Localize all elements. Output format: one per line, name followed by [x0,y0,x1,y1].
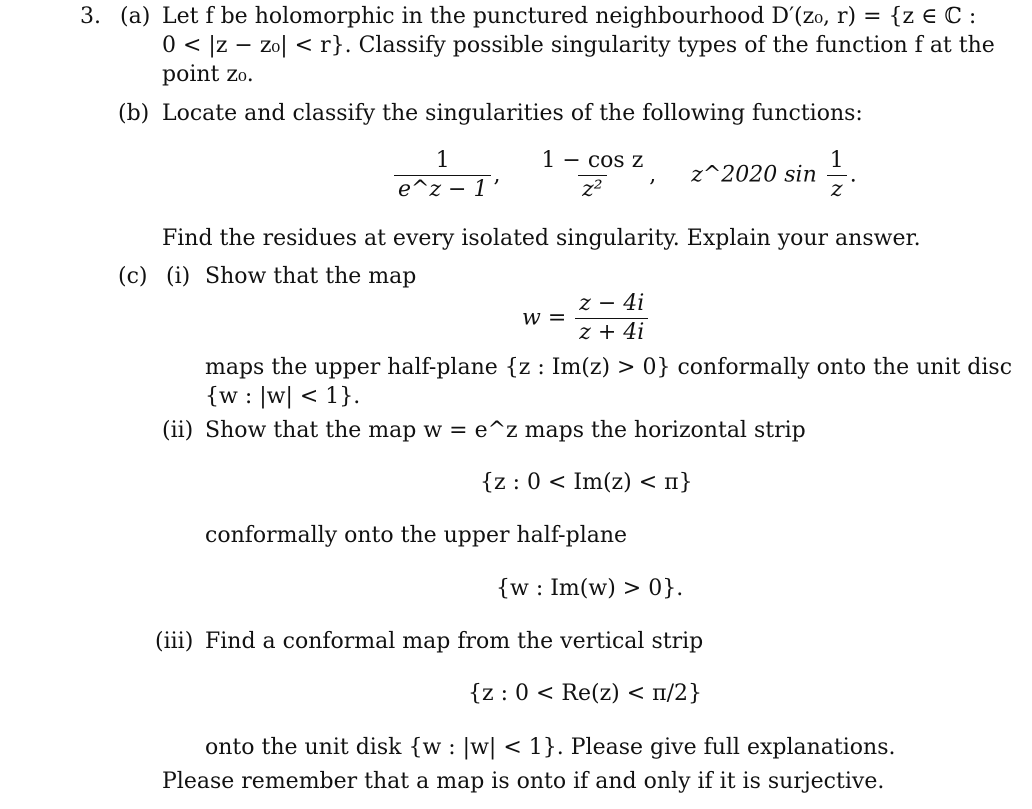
part-c-iii-label: (iii) [155,629,194,654]
part-c-iii-text: Find a conformal map from the vertical strip [205,629,704,654]
function-2: $\frac{\text{1 − cos z}}{\text{z²}}$ [541,148,644,202]
upper-half-plane: {w : Im(w) > 0}. [496,576,684,601]
part-a-line2: 0 < |z − z₀| < r}. Classify possible singularity types of the function f at the [162,33,995,58]
part-c-iii-onto: onto the unit disk {w : |w| < 1}. Please give full explanations. [205,735,896,760]
part-a-line1: Let f be holomorphic in the punctured neighbourhood D′(z₀, r) = {z ∈ ℂ : [162,4,977,29]
part-c-ii-label: (ii) [162,418,194,443]
horizontal-strip: {z : 0 < Im(z) < π} [480,470,693,495]
mobius-fraction: $\frac{z - 4i}{z + 4i}$ [575,293,648,344]
part-c-i-label: (i) [166,264,191,289]
mobius-map [522,293,650,344]
part-b-functions: $\frac{1}{e\^{}z - 1}$ , $\frac{\text{1 − cos z}}{\text{z²}}$ , z^2020 sin $\frac{1}{z}$ . [392,150,857,201]
vertical-strip: {z : 0 < Re(z) < π/2} [468,681,703,706]
part-c-label: (c) [118,264,148,289]
part-c-ii-text: Show that the map w = e^z maps the horizontal strip [205,418,806,443]
part-c-ii-onto: conformally onto the upper half-plane [205,523,628,548]
problem-number: 3. [80,4,101,29]
footer-note: Please remember that a map is onto if and only if it is surjective. [162,769,885,794]
function-1: $\frac{1}{e\^{}z - 1}$ [394,150,491,201]
part-a-label: (a) [120,4,151,29]
part-b-label: (b) [118,101,150,126]
part-b-intro: Locate and classify the singularities of the following functions: [162,101,863,126]
part-c-i-line2: {w : |w| < 1}. [205,384,361,409]
part-c-i-line1: maps the upper half-plane {z : Im(z) > 0} conformally onto the unit disc [205,355,1013,380]
part-a-line3: point z₀. [162,62,254,87]
function-3-frac: $\frac{1}{z}$ [826,150,848,201]
part-c-i-text: Show that the map [205,264,417,289]
part-b-residues: Find the residues at every isolated singularity. Explain your answer. [162,226,921,251]
function-3-prefix: z^2020 sin [691,162,817,188]
mobius-lhs: w = [522,305,567,331]
